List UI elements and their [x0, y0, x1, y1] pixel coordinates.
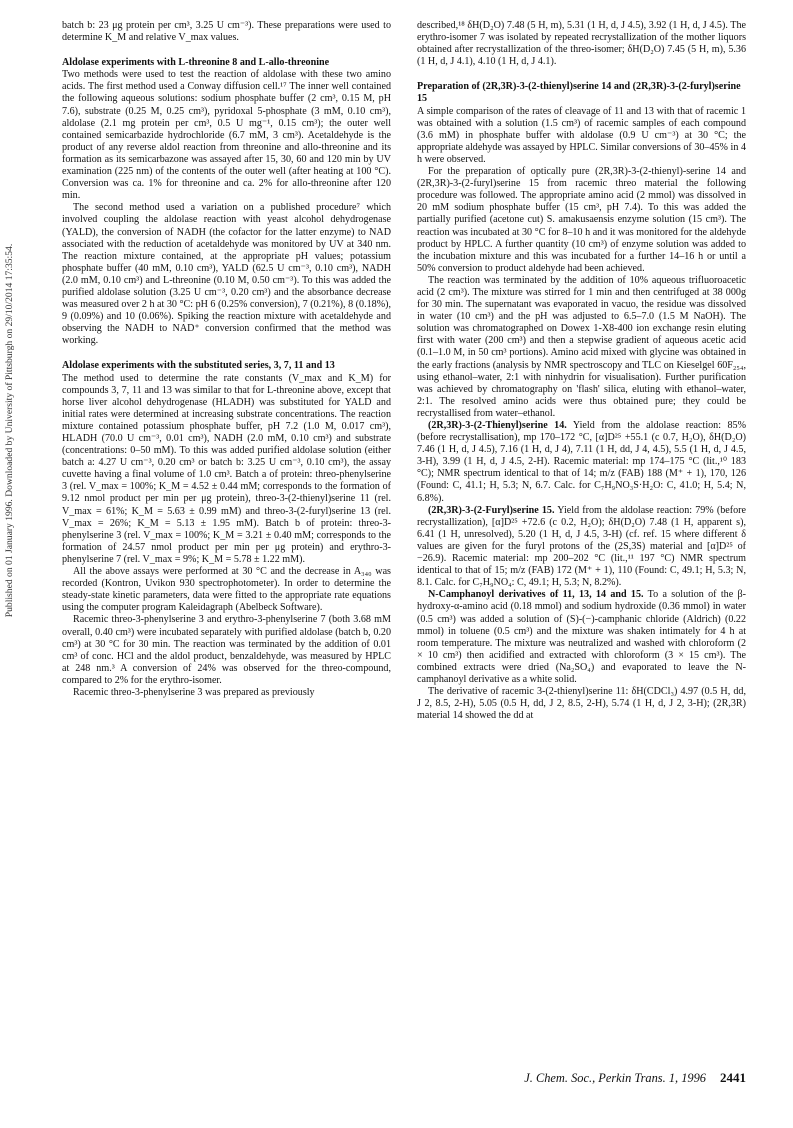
right-column	[417, 20, 746, 1075]
furylserine-run-in-heading: (2R,3R)-3-(2-Furyl)serine 15.	[428, 504, 555, 516]
paragraph-threonine-method-1: Two methods were used to test the reaction of aldolase with these two amino acids. The first method used a Conway diffusion cell.¹⁷ The inner well contained the following aqueous solutions: sodium phosphate buffer (2 cm³, 0.15 M, pH 7.6), substrate (0.25 M, 0.25 cm³), pyridoxal 5-phosphate (3 mM, 0.10 cm³), aldolase (2.1 mg protein per cm³, 0.5 U mg⁻¹, 0.15 cm³); the outer well contained semicarbazide hydrochloride (6.7 mM, 3 cm³). Acetaldehyde is the product of any reverse aldol reaction from threonine and allo-threonine and its formation as its semicarbazone was assayed after 15, 30, 60 and 120 min by UV examination (225 nm) of the contents of the outer well (after heating at 100 °C). Conversion was ca. 1% for threonine and ca. 2% for allo-threonine after 120 min.	[62, 69, 391, 202]
paragraph-optically-pure-prep: For the preparation of optically pure (2R,3R)-3-(2-thienyl)-serine 14 and (2R,3R)-3-(2-furyl)serine 15 from racemic threo material the following procedure was followed. The appropriate amino acid (2 mmol) was dissolved in 20 mM sodium phosphate buffer (15 cm³, pH 7.4). To this was added the partially purified (acetone cut) S. amakusaensis enzyme solution (15 cm³). The reaction was incubated at 30 °C for 8–10 h and it was monitored for the aldehyde product by HPLC. A further quantity (10 cm³) of enzyme solution was added to the incubation mixture and this was incubated for a further 14–16 h or until a 50% conversion to product aldehyde had been achieved.	[417, 166, 746, 274]
page-footer	[490, 1070, 746, 1086]
section-heading-substituted: Aldolase experiments with the substituted series, 3, 7, 11 and 13	[62, 360, 335, 372]
download-watermark	[2, 170, 18, 690]
paragraph-racemic-preparation: Racemic threo-3-phenylserine 3 was prepared as previously	[73, 686, 315, 698]
paragraph-substituted-method: The method used to determine the rate constants (V_max and K_M) for compounds 3, 7, 11 and 13 was similar to that for L-threonine above, except that horse liver alcohol dehydrogenase (HLADH) was substituted for YALD and initial rates were determined at increasing substrate concentrations. The reaction mixture contained potassium phosphate buffer, pH 7.2 (1.0 M, 0.017 cm³), HLADH (70.0 U cm⁻³, 0.01 cm³), NADH (2.0 mM, 0.10 cm³) and substrate (concentrations: 0–50 mM). To this was added purified aldolase solution (either batch a: 4.27 U cm⁻³, 0.20 cm³ or batch b: 3.25 U cm⁻³, 0.10 cm³), the assay cuvette having a final volume of 1.0 cm³. Batch a of protein: threo-phenylserine 3 (rel. V_max = 100%; K_M = 4.52 ± 0.44 mM; corresponds to the formation of 9.12 nmol product per min per μg protein), threo-3-(2-thienyl)serine 11 (rel. V_max = 61%; K_M = 5.63 ± 0.99 mM) and threo-3-(2-furyl)serine 13 (rel. V_max = 26%; K_M = 5.13 ± 1.95 mM). Batch b of protein: threo-3-phenylserine 3 (rel. V_max = 100%; K_M = 3.21 ± 0.40 mM; corresponds to the formation of 24.57 nmol product per min per μg protein) and erythro-3-phenylserine 7 (rel. V_max = 9%; K_M = 5.78 ± 1.22 mM).	[62, 372, 391, 565]
paragraph-threonine-method-2: The second method used a variation on a published procedure⁷ which involved coupling the aldolase reaction with yeast alcohol dehydrogenase (YALD), the conversion of NADH (the cofactor for the latter enzyme) to NAD associated with the reduction of acetaldehyde was monitored by UV at 340 nm. The reaction mixture contained, at the appropriate pH values; potassium phosphate buffer (40 mM, 0.10 cm³), YALD (62.5 U cm⁻³, 0.10 cm³), NADH (2.0 mM, 0.10 cm³) and L-threonine (0.10 M, 0.50 cm⁻³). To this was added the purified aldolase solution (3.25 U cm⁻³, 0.20 cm³) and the absorbance decrease was measured over 2 h at 30 °C: pH 6 (0.25% conversion), 7 (0.21%), 8 (0.18%), 9 (0.09%) and 10 (0.06%). Spiking the reaction mixture with acetaldehyde and observing the NADH to NAD⁺ conversion confirmed that the method was working.	[62, 202, 391, 347]
paragraph-thienylserine	[417, 420, 746, 505]
thienylserine-data: Yield from the aldolase reaction: 85% (before recrystallisation), mp 170–172 °C, [α]D²⁵ +55.1 (c 0.7, H₂O), δH(D₂O) 7.46 (1 H, d, J 4.5), 7.16 (1 H, d, J 4), 7.11 (1 H, dd, J 4, 4.5), 5.5 (1 H, d, J 4.5, 3-H), 3.99 (1 H, d, J 4.5, 2-H). Racemic material: mp 174–175 °C (lit.,¹⁰ 183 °C); NMR spectrum identical to that of 14; m/z (FAB) 188 (M⁺ + 1), 170, 126 (Found: C, 41.1; H, 5.3; N, 6.7. Calc. for C₇H₉NO₃S·H₂O: C, 41.0; H, 5.4; N, 6.8%).	[417, 420, 746, 504]
paragraph-camphanoyl	[417, 589, 746, 686]
paragraph-workup: The reaction was terminated by the addition of 10% aqueous trifluoroacetic acid (2 cm³). The mixture was stirred for 1 min and then centrifuged at 38 000g for 30 min. The supernatant was evaporated in vacuo, the residue was dissolved in water (10 cm³) and the pH was adjusted to 6.5–7.0 (1.5 M NaOH). The solution was chromatographed on Dowex 1-X8-400 ion exchange resin eluting first with water (200 cm³) and then a stepwise gradient of aqueous acetic acid (0.1–1.0 M, in 50 cm³ portions). Amino acid mixed with glycine was obtained in the early fractions (analysis by NMR spectroscopy and TLC on Kieselgel 60F₂₅₄, using ethanol–water, 2:1 with ninhydrin for visualisation). Further purification was achieved by chromatography on 'flash' silica, eluting with ethanol–water, 2:1. The resolved amino acids were thus obtained pure; they could be recrystallised from water–ethanol.	[417, 274, 746, 419]
page-number: 2441	[720, 1070, 746, 1085]
paragraph-derivative-nmr: The derivative of racemic 3-(2-thienyl)serine 11: δH(CDCl₃) 4.97 (0.5 H, dd, J 2, 8.5, 2-H), 5.05 (0.5 H, dd, J 2, 8.5, 2-H), 5.74 (1 H, d, J 2, 3-H); (2R,3R) material 14 showed the dd at	[417, 686, 746, 722]
paragraph-batch: batch b: 23 μg protein per cm³, 3.25 U cm⁻³). These preparations were used to determine K_M and relative V_max values.	[62, 20, 391, 44]
section-heading-threonine: Aldolase experiments with L-threonine 8 and L-allo-threonine	[62, 57, 330, 69]
paragraph-racemic-incubation: Racemic threo-3-phenylserine 3 and erythro-3-phenylserine 7 (both 3.68 mM overall, 0.40 cm³) were incubated separately with purified aldolase (batch b, 0.20 cm³) at 30 °C for 30 min. The reaction was terminated by the addition of 0.01 cm³ of conc. HCl and the aldol product, benzaldehyde, was measured by HPLC at 248 nm.³ A conversion of 24% was observed for the threo-compound, compared to 2% for the erythro-isomer.	[62, 614, 391, 686]
paragraph-assay-conditions: All the above assays were performed at 30 °C and the decrease in A₃₄₀ was recorded (Kontron, Uvikon 930 spectrophotometer). In order to determine the steady-state kinetic parameters, data were fitted to the appropriate rate equations using the computer program Kaleidagraph (Abelbeck Software).	[62, 566, 391, 614]
section-heading-preparation: Preparation of (2R,3R)-3-(2-thienyl)serine 14 and (2R,3R)-3-(2-furyl)serine 15	[417, 81, 741, 105]
paragraph-described: described,¹⁸ δH(D₂O) 7.48 (5 H, m), 5.31 (1 H, d, J 4.5), 3.92 (1 H, d, J 4.5). The erythro-isomer 7 was isolated by repeated recrystallization of the mother liquors obtained after recrystallization of the threo-isomer; δH(D₂O) 7.45 (5 H, m), 5.36 (1 H, d, J 4.1), 4.10 (1 H, d, J 4.1).	[417, 20, 746, 68]
camphanoyl-procedure: To a solution of the β-hydroxy-α-amino acid (0.18 mmol) and sodium hydroxide (0.36 mmol) in water (0.5 cm³) was added a solution of (S)-(−)-camphanic chloride (Aldrich) (0.22 mmol) in toluene (0.5 cm³) and the mixture was shaken intimately for 4 h at room temperature. The mixture was neutralized and washed with chloroform (2 × 10 cm³) then acidified and extracted with chloroform (3 × 15 cm³). The combined extracts were dried (Na₂SO₄) and evaporated to leave the N-camphanoyl derivative as a white solid.	[417, 589, 746, 685]
furylserine-data: Yield from the aldolase reaction: 79% (before recrystallization), [α]D²⁵ +72.6 (c 0.2, H₂O); δH(D₂O) 7.48 (1 H, apparent s), 6.41 (1 H, unresolved), 5.20 (1 H, d, J 4.5, 3-H) (cf. ref. 15 where different δ values are given for the furyl protons of the (2S,3S) material and [α]D²⁵ of −26.9). Racemic material: mp 200–202 °C (lit.,¹¹ 197 °C) NMR spectrum identical to that of 15; m/z (FAB) 172 (M⁺ + 1), 110 (Found: C, 49.1; H, 5.3; N, 8.1. Calc. for C₇H₉NO₄: C, 49.1; H, 5.3; N, 8.2%).	[417, 504, 746, 589]
paragraph-furylserine	[417, 505, 746, 590]
article-page	[62, 20, 746, 1075]
paragraph-rate-comparison: A simple comparison of the rates of cleavage of 11 and 13 with that of racemic 1 was obtained with a solution (1.5 cm³) of racemic samples of each compound (3.6 mM) in phosphate buffer with aldolase (0.9 U cm⁻³) at 30 °C; the appropriate aldehyde was assayed by HPLC. Similar conversions of 30–45% in 4 h were observed.	[417, 105, 746, 165]
journal-citation: J. Chem. Soc., Perkin Trans. 1, 1996	[524, 1071, 706, 1085]
thienylserine-run-in-heading: (2R,3R)-3-(2-Thienyl)serine 14.	[428, 420, 567, 431]
download-watermark-text: Published on 01 January 1996. Downloaded by University of Pittsburgh on 29/10/2014 17:35:54.	[4, 243, 16, 617]
camphanoyl-run-in-heading: N-Camphanoyl derivatives of 11, 13, 14 and 15.	[428, 589, 644, 601]
left-column	[62, 20, 391, 1075]
